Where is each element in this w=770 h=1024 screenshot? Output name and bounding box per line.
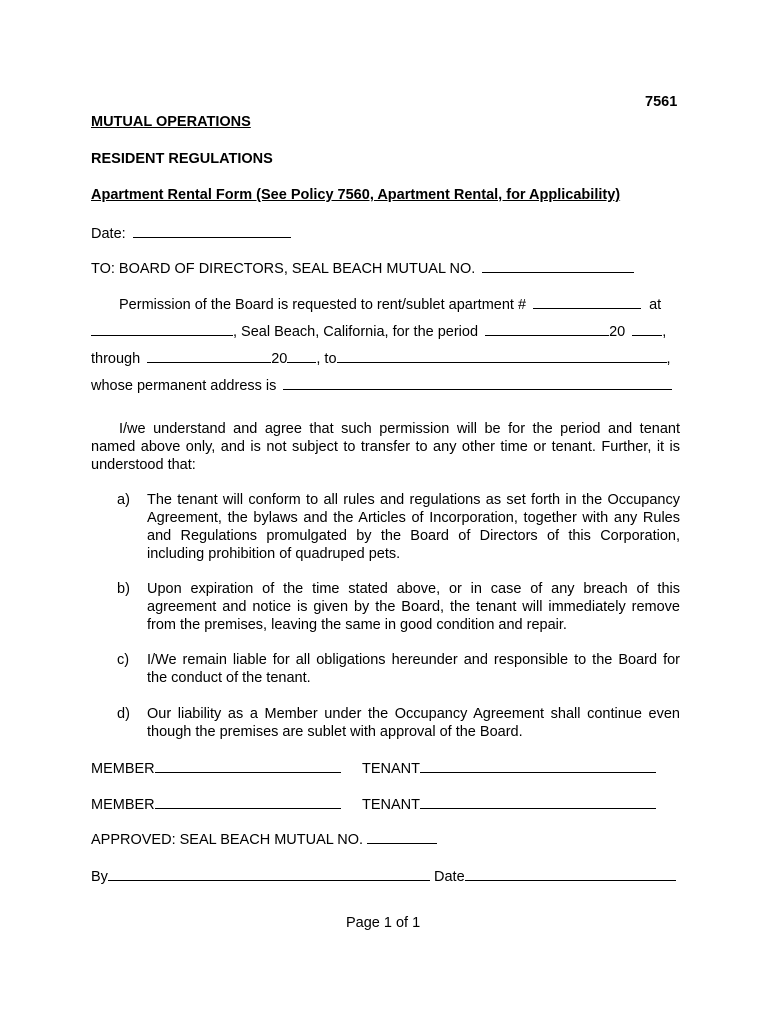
member-signature-field[interactable] (155, 758, 341, 773)
approved-mutual-number-field[interactable] (367, 829, 437, 844)
seal-beach-text: , Seal Beach, California, for the period (233, 324, 479, 340)
approved-label: APPROVED: (91, 832, 176, 848)
approval-row (91, 829, 437, 849)
tenant-signature-2 (362, 794, 656, 814)
date-label: Date (434, 869, 465, 885)
list-item (91, 491, 680, 563)
at-label: at (649, 297, 662, 313)
period-start-field[interactable] (485, 321, 609, 336)
policy-number: 7561 (645, 94, 678, 110)
year-prefix-2: 20 (271, 351, 288, 367)
approved-text: SEAL BEACH MUTUAL NO. (179, 832, 364, 848)
street-address-field[interactable] (91, 321, 233, 336)
approval-date-field[interactable] (465, 866, 676, 881)
to-text: , to (316, 351, 337, 367)
date-label: Date: (91, 226, 126, 242)
page-number: Page 1 of 1 (346, 915, 421, 931)
tenant-signature-field[interactable] (420, 794, 656, 809)
intro-paragraph (91, 420, 680, 474)
period-end-year-field[interactable] (287, 348, 316, 363)
date-row (91, 223, 291, 243)
intro-text: I/we understand and agree that such permission will be for the period and tenant named above only, and is not subject to transfer to any other time or tenant. Further, it is understood that: (91, 421, 680, 473)
approval-date-row (434, 866, 676, 886)
list-item-text: Our liability as a Member under the Occupancy Agreement shall continue even though the premises are sublet with approval of the Board. (147, 706, 680, 740)
period-start-year-field[interactable] (632, 321, 662, 336)
member-signature-field[interactable] (155, 794, 341, 809)
member-label: MEMBER (91, 761, 155, 777)
apartment-number-field[interactable] (533, 294, 641, 309)
comma-2: , (666, 351, 671, 367)
list-item (91, 580, 680, 634)
tenant-signature-field[interactable] (420, 758, 656, 773)
list-item-text: The tenant will conform to all rules and regulations as set forth in the Occupancy Agreement, the bylaws and the Articles of Incorporation, together with any Rules and Regulations promulgated by the Board of Directors of this Corporation, including prohibition of quadruped pets. (147, 492, 680, 562)
permanent-address-label: whose permanent address is (91, 378, 277, 394)
tenant-label: TENANT (362, 797, 420, 813)
through-label: through (91, 351, 141, 367)
mutual-number-field[interactable] (482, 258, 634, 273)
section-heading: MUTUAL OPERATIONS (91, 114, 251, 130)
list-marker: a) (117, 492, 130, 508)
tenant-label: TENANT (362, 761, 420, 777)
tenant-name-field[interactable] (337, 348, 667, 363)
comma-1: , (662, 324, 667, 340)
subsection-heading: RESIDENT REGULATIONS (91, 151, 273, 167)
period-end-field[interactable] (147, 348, 271, 363)
member-signature-2 (91, 794, 341, 814)
list-marker: c) (117, 652, 130, 668)
list-item (91, 705, 680, 741)
tenant-signature-1 (362, 758, 656, 778)
by-label: By (91, 869, 108, 885)
by-row (91, 866, 430, 886)
period-row (91, 321, 666, 341)
year-prefix-1: 20 (609, 324, 626, 340)
form-title: Apartment Rental Form (See Policy 7560, Apartment Rental, for Applicability) (91, 187, 621, 203)
member-signature-1 (91, 758, 341, 778)
through-row (91, 348, 671, 368)
date-field[interactable] (133, 223, 291, 238)
to-row (91, 258, 634, 278)
permanent-address-row (91, 375, 672, 395)
list-marker: d) (117, 706, 130, 722)
list-item-text: Upon expiration of the time stated above, or in case of any breach of this agreement and notice is given by the Board, the tenant will immediately remove from the premises, leaving the same in good condition and repair. (147, 581, 680, 633)
list-item (91, 651, 680, 687)
permission-row (119, 294, 661, 314)
list-marker: b) (117, 581, 130, 597)
permission-text: Permission of the Board is requested to rent/sublet apartment # (119, 297, 527, 313)
member-label: MEMBER (91, 797, 155, 813)
permanent-address-field[interactable] (283, 375, 672, 390)
to-label: TO: BOARD OF DIRECTORS, SEAL BEACH MUTUAL NO. (91, 261, 476, 277)
by-signature-field[interactable] (108, 866, 430, 881)
list-item-text: I/We remain liable for all obligations hereunder and responsible to the Board for the conduct of the tenant. (147, 652, 680, 686)
